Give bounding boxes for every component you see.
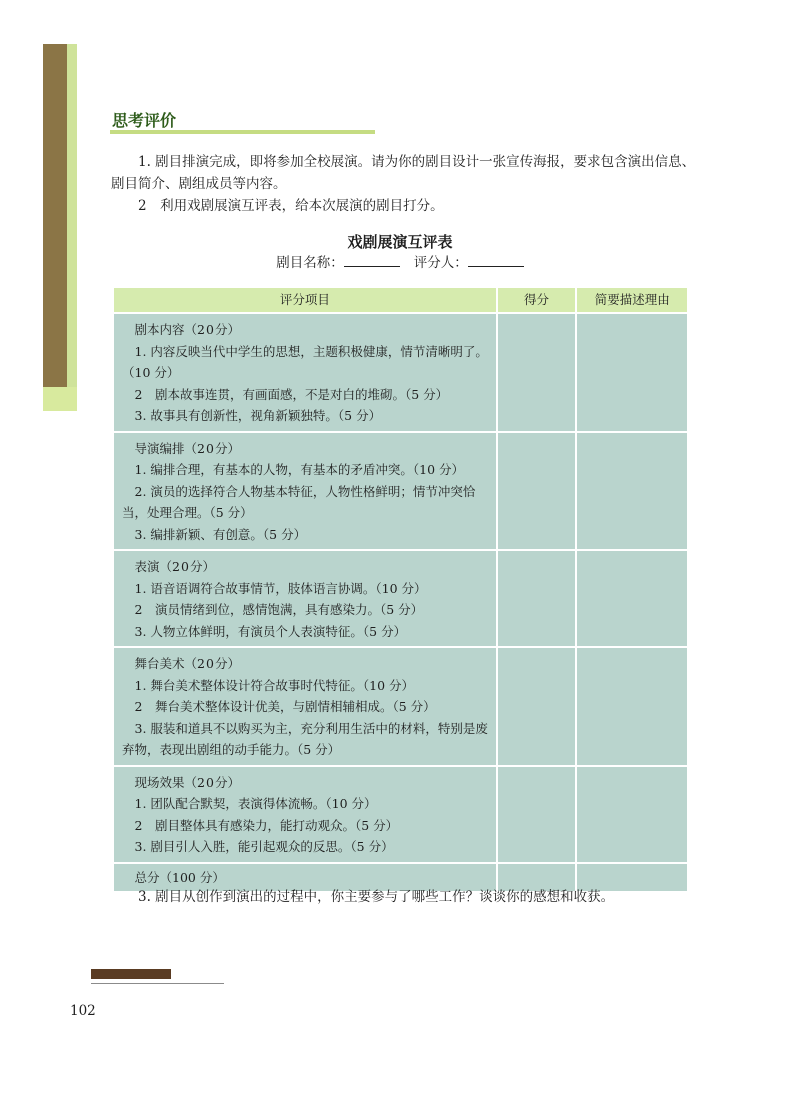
table-row — [113, 432, 688, 551]
category-name: 表演 — [134, 559, 160, 574]
header-item: 评分项目 — [113, 287, 497, 313]
category-items-cell — [113, 766, 497, 863]
category-name: 舞台美术 — [134, 656, 185, 671]
play-name-label: 剧目名称： — [276, 255, 344, 271]
category-score-close: 分） — [214, 440, 240, 456]
table-title: 戏剧展演互评表 — [347, 233, 453, 251]
category-score-close: 分） — [214, 774, 240, 790]
criterion: 1. 舞台美术整体设计符合故事时代特征。（10 分） — [134, 677, 415, 693]
category-score: 20 — [172, 559, 190, 574]
footer-rule — [91, 983, 224, 984]
total-label: 总分（100 分） — [113, 863, 497, 893]
evaluator-label: 评分人： — [413, 255, 468, 271]
side-bar-dark — [43, 44, 67, 387]
category-score: 20 — [197, 440, 215, 456]
category-score: 20 — [197, 322, 215, 337]
category-items-cell — [113, 313, 497, 432]
category-title — [122, 556, 490, 578]
reason-cell[interactable] — [576, 432, 688, 551]
form-fields-line — [0, 251, 800, 271]
category-score-close: 分） — [214, 656, 240, 671]
side-bar-light — [67, 44, 77, 387]
criterion: 2 剧目整体具有感染力，能打动观众。（5 分） — [134, 817, 399, 833]
score-cell[interactable] — [497, 313, 577, 432]
category-score-open: （ — [184, 774, 198, 790]
criterion: 1. 编排合理，有基本的人物，有基本的矛盾冲突。（10 分） — [134, 462, 465, 477]
reason-cell[interactable] — [576, 766, 688, 863]
footer-bar — [91, 969, 171, 979]
category-name: 剧本内容 — [134, 322, 185, 337]
score-cell[interactable] — [497, 766, 577, 863]
evaluator-blank[interactable] — [468, 253, 524, 267]
side-bar-tab — [43, 387, 77, 411]
category-title — [122, 653, 490, 675]
criterion: 2 剧本故事连贯，有画面感，不是对白的堆砌。（5 分） — [134, 386, 449, 402]
category-name: 导演编排 — [134, 440, 185, 456]
category-items-cell — [113, 550, 497, 647]
reason-cell[interactable] — [576, 313, 688, 432]
task-2-text: 2 利用戏剧展演互评表，给本次展演的剧目打分。 — [138, 198, 444, 214]
category-title — [122, 319, 490, 341]
category-items-cell — [113, 432, 497, 551]
header-reason: 简要描述理由 — [576, 287, 688, 313]
section-title: 思考评价 — [112, 111, 177, 130]
task-3-text: 3. 剧目从创作到演出的过程中，你主要参与了哪些工作？谈谈你的感想和收获。 — [138, 889, 615, 905]
task-1-text: 1. 剧目排演完成，即将参加全校展演。请为你的剧目设计一张宣传海报，要求包含演出信息、剧目简介、剧组成员等内容。 — [111, 154, 696, 192]
criterion: 2. 演员的选择符合人物基本特征，人物性格鲜明；情节冲突恰当，处理合理。（5 分） — [122, 483, 476, 520]
category-score: 20 — [197, 774, 215, 790]
criterion: 3. 人物立体鲜明，有演员个人表演特征。（5 分） — [134, 623, 407, 639]
reason-cell[interactable] — [576, 550, 688, 647]
category-score-open: （ — [159, 559, 173, 574]
criterion: 2 舞台美术整体设计优美，与剧情相辅相成。（5 分） — [134, 699, 436, 714]
criterion: 1. 语音语调符合故事情节，肢体语言协调。（10 分） — [134, 580, 427, 596]
score-cell[interactable] — [497, 550, 577, 647]
category-name: 现场效果 — [134, 774, 185, 790]
reason-cell[interactable] — [576, 647, 688, 766]
play-name-blank[interactable] — [344, 253, 400, 267]
category-items-cell — [113, 647, 497, 766]
criterion: 1. 团队配合默契，表演得体流畅。（10 分） — [134, 796, 377, 811]
table-row — [113, 550, 688, 647]
table-row — [113, 313, 688, 432]
score-cell[interactable] — [497, 432, 577, 551]
category-score-open: （ — [184, 656, 198, 671]
evaluation-table — [112, 286, 689, 893]
category-score-open: （ — [184, 322, 198, 337]
criterion: 1. 内容反映当代中学生的思想，主题积极健康，情节清晰明了。（10 分） — [122, 343, 488, 380]
header-score: 得分 — [497, 287, 577, 313]
table-row — [113, 647, 688, 766]
section-title-underline — [110, 130, 375, 134]
criterion: 2 演员情绪到位，感情饱满，具有感染力。（5 分） — [134, 602, 424, 617]
category-score: 20 — [197, 656, 215, 671]
category-score-close: 分） — [189, 559, 215, 574]
category-title — [122, 772, 490, 794]
table-header-row — [113, 287, 688, 313]
criterion: 3. 故事具有创新性，视角新颖独特。（5 分） — [134, 408, 382, 423]
category-title — [122, 438, 490, 460]
criterion: 3. 编排新颖、有创意。（5 分） — [134, 526, 307, 542]
criterion: 3. 剧目引人入胜，能引起观众的反思。（5 分） — [134, 839, 394, 854]
category-score-open: （ — [184, 440, 198, 456]
category-score-close: 分） — [214, 322, 240, 337]
table-row — [113, 766, 688, 863]
page-number: 102 — [70, 1003, 96, 1019]
criterion: 3. 服装和道具不以购买为主，充分利用生活中的材料，特别是废弃物，表现出剧组的动手能力。（5 分） — [122, 720, 488, 757]
score-cell[interactable] — [497, 647, 577, 766]
